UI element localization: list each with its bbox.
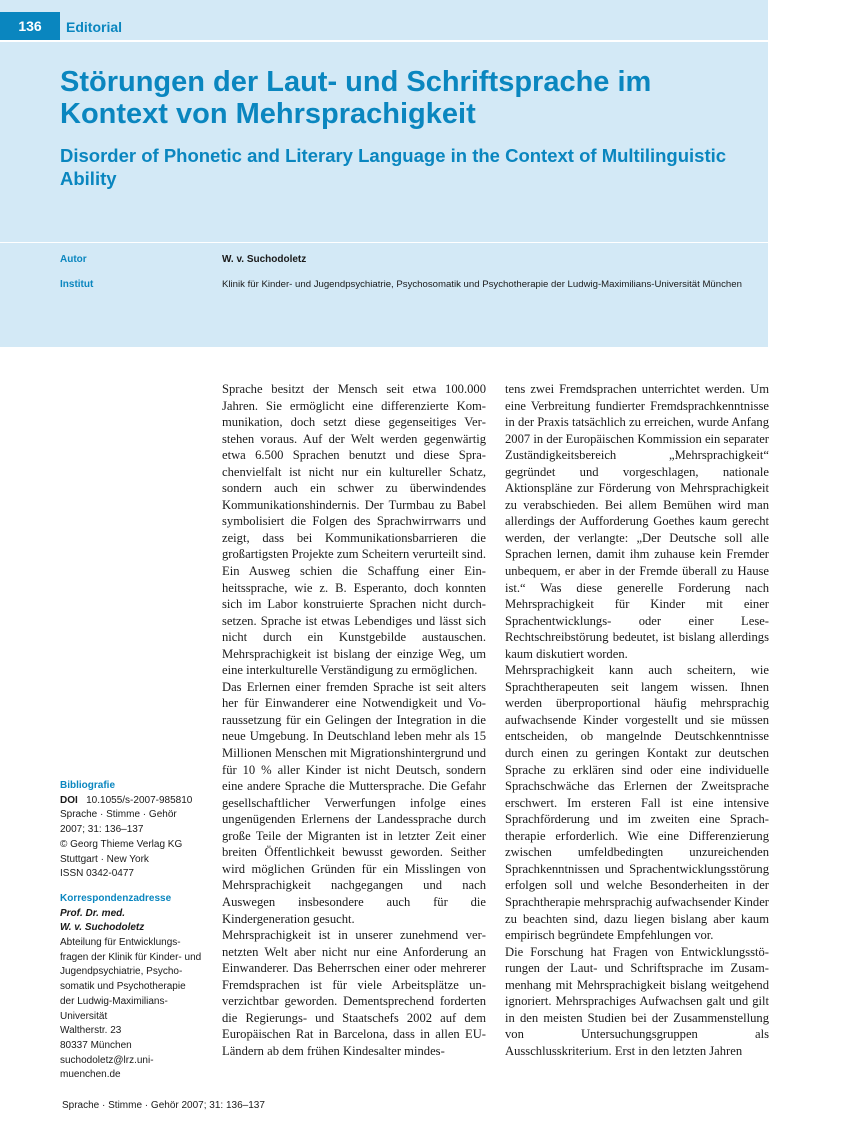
- copyright: © Georg Thieme Verlag KG: [60, 838, 183, 850]
- body-paragraph: Mehrsprachigkeit kann auch scheitern, wie Sprachtherapeuten seit langem wissen. Ihnen werden überproportional häufig mehrsprachig aufwachsende Kinder vorgestellt und sie müssen entscheiden, ob mangelnde Deutschkenntnisse durch einen zu geringen Kontakt zur deutschen Sprache zu erklären sind oder eine individuelle Sprachschwäche das Erlernen der Zweitsprache erschwert. Im ersteren Fall ist eine intensive Sprachförderung und im zweiten eine Sprachtherapie erforderlich. Wie eine Differenzierung zwischen umfeldbedingten unzureichenden Sprachkenntnissen und Sprachentwicklungsstörung erfolgen soll und welche Besonderheiten in der Sprachtherapie mehrsprachig aufwachsender Kinder zu beachten sind, dazu liegen bislang aber kaum empirisch begründete Empfehlungen vor.: [505, 663, 770, 943]
- footer-citation: Sprache · Stimme · Gehör 2007; 31: 136–137: [62, 1100, 265, 1111]
- journal-volume: 2007; 31: 136–137: [60, 824, 144, 836]
- title-german: Störungen der Laut- und Schriftsprache im Kontext von Mehrsprachigkeit: [60, 66, 652, 130]
- body-paragraph: Die Forschung hat Fragen von Entwicklungsstörungen der Laut- und Schriftsprache im Zusammenhang mit Mehrsprachigkeit bislang weitgehend ignoriert. Mehrsprachiges Aufwachsen galt und gilt in den meisten Studien bei der Zusammenstellung von Untersuchungsgruppen als Ausschlusskriterium. Erst in den letzten Jahren: [505, 944, 769, 1058]
- email-line[interactable]: suchodoletz@lrz.uni-: [60, 1054, 154, 1066]
- address-line: 80337 München: [60, 1039, 132, 1051]
- institute-value: Klinik für Kinder- und Jugendpsychiatrie, Psychosomatik und Psychotherapie der Ludwig-Maximilians-Universität München: [222, 279, 742, 290]
- doi-value[interactable]: 10.1055/s-2007-985810: [86, 794, 193, 806]
- address-line: fragen der Klinik für Kinder- und: [60, 951, 202, 963]
- page-number: 136: [0, 12, 60, 40]
- header-divider: [0, 40, 768, 42]
- title-english: Disorder of Phonetic and Literary Language in the Context of Multilinguistic Ability: [60, 145, 727, 189]
- address-line: Jugendpsychiatrie, Psycho-: [60, 966, 183, 978]
- email-line[interactable]: muenchen.de: [60, 1069, 121, 1081]
- contact-name: W. v. Suchodoletz: [60, 922, 145, 934]
- author-value: W. v. Suchodoletz: [222, 254, 307, 265]
- author-label: Autor: [60, 254, 87, 265]
- section-label: Editorial: [66, 19, 123, 35]
- address-line: der Ludwig-Maximilians-: [60, 995, 168, 1007]
- address-line: Abteilung für Entwicklungs-: [60, 937, 181, 949]
- body-paragraph: tens zwei Fremdsprachen unterrichtet werden. Um eine Verbreitung fundierter Fremdsprachkenntnisse in der Praxis tatsächlich zu erreichen, wurde Anfang 2007 in der Europäischen Kommission ein separater Zuständigkeitsbereich „Mehrsprachigkeit“ gegründet und vorgeschlagen, nationale Aktionspläne zur Förderung von Mehrsprachigkeit zu verabschieden. Bei allem Bemühen wird man allerdings der Aufforderung Goethes kaum gerecht werden, der verlangte: „Der Deutsche soll alle Sprachen lernen, damit ihm zuhause kein Fremder unbequem, er aber in der Fremde überall zu Hause ist.“ Was diese generelle Forderung nach Mehrsprachigkeit für Kinder mit einer Sprachentwicklungs- oder einer Lese-Rechtschreibstörung bedeutet, ist bislang allerdings kaum diskutiert worden.: [505, 382, 769, 661]
- correspondence-heading: Korrespondenzadresse: [60, 892, 172, 904]
- issn: ISSN 0342-0477: [60, 868, 134, 880]
- body-column-right: [505, 381, 769, 1059]
- bibliography-heading: Bibliografie: [60, 780, 116, 791]
- address-line: Universität: [60, 1010, 108, 1022]
- body-paragraph: Mehrsprachigkeit ist in unserer zunehmend vernetzten Welt aber nicht nur eine Anforderung an Einwanderer. Das Beherrschen einer oder mehrerer Fremdsprachen ist für viele Arbeitsplätze unverzichtbar geworden. Dementsprechend forderten die Regierungs- und Staatschefs 2002 auf dem Europäischen Rat in Barcelona, dass in allen EU-Ländern ab dem frühen Kindesalter mindes-: [222, 928, 486, 1058]
- sidebar: [60, 779, 210, 1083]
- body-column-left: [222, 381, 486, 1059]
- body-paragraph: Sprache besitzt der Mensch seit etwa 100.000 Jahren. Sie ermöglicht eine differenzierte Kommunikation, doch setzt diese gegenseitiges Verstehen voraus. Auf der Welt werden gegenwärtig etwa 6.500 Sprachen benutzt und diese Sprachenvielfalt ist nicht nur ein kultureller Schatz, sondern auch ein schwer zu überwindendes Kommunikationshindernis. Der Turmbau zu Babel symbolisiert die Folgen des Sprachwirrwarrs und zeigt, dass bei Kommunikationsbarrieren die großartigsten Projekte zum Scheitern verurteilt sind. Ein Ausweg schien die Schaffung einer Einheitssprache, wie z. B. Esperanto, doch konnten sich im Labor konstruierte Sprachen nicht durchsetzen. Sprache ist etwas Lebendiges und lässt sich nicht durch ein Kunstgebilde austauschen. Mehrsprachigkeit ist bislang der einzige Weg, um eine interkulturelle Verständigung zu ermöglichen.: [222, 382, 486, 678]
- publisher-city: Stuttgart · New York: [60, 853, 149, 865]
- body-paragraph: Das Erlernen einer fremden Sprache ist seit alters her für Einwanderer eine Notwendigkeit und Voraussetzung für ein Gelingen der Integration in die neue Umgebung. In Deutschland leben mehr als 15 Millionen Menschen mit Migrationshintergrund und für 10 % aller Kinder ist nicht Deutsch, sondern eine andere Sprache die Muttersprache. Die Gefahr gesellschaftlicher Verwerfungen infolge eines ungenügenden Erlernens der Landessprache durch große Teile der Migranten ist in letzter Zeit einer breiten Öffentlichkeit bewusst geworden. Seither wird möglichen Gründen für ein Misslingen von Mehrsprachigkeit nachgegangen und nach Auswegen insbesondere auch für die Kindergeneration gesucht.: [222, 679, 486, 926]
- institute-label: Institut: [60, 279, 94, 290]
- address-line: Waltherstr. 23: [60, 1025, 122, 1037]
- doi-line: [60, 794, 210, 809]
- contact-title: Prof. Dr. med.: [60, 907, 126, 919]
- journal-name: Sprache · Stimme · Gehör: [60, 809, 177, 821]
- address-line: somatik und Psychotherapie: [60, 981, 186, 993]
- doi-label: DOI: [60, 794, 78, 806]
- header-divider: [0, 242, 768, 243]
